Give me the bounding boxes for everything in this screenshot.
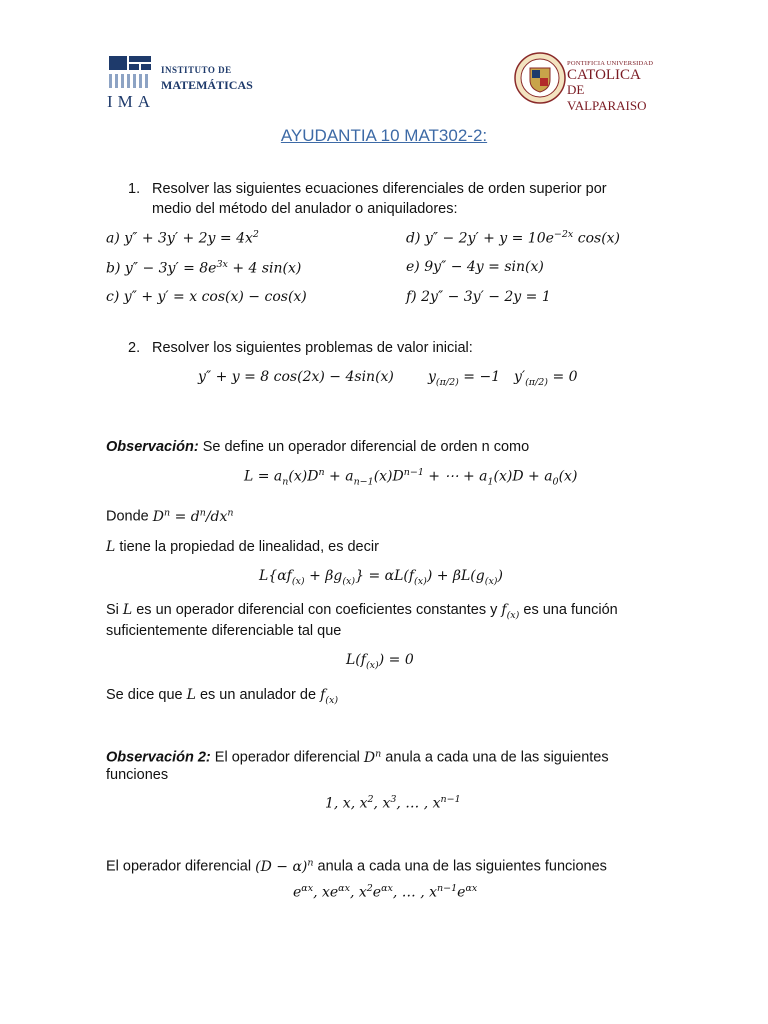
section2-number: 2. xyxy=(128,340,141,356)
operator-symbol-2: L xyxy=(122,602,133,618)
exponential-list: $e^{\alpha x}$, $xe^{\alpha x}$, $x^2e^{\alpha x}$, … , $x^{n-1}e^{\alpha x}$ xyxy=(293,883,478,901)
ivp-equation: y″ + y = 8 cos(2x) − 4sin(x) xyxy=(198,369,394,385)
obs2-line2: funciones xyxy=(106,767,169,783)
d-minus-alpha: $(D - \alpha)^n$ xyxy=(255,857,314,875)
dn-symbol: $D^n$ xyxy=(363,748,382,766)
equation-b: b) $y'' - 3y' = 8e^{3x} + 4$ sin(x) xyxy=(106,259,302,277)
linealidad-line xyxy=(106,537,379,557)
obs1-paragraph xyxy=(106,437,529,457)
obs2-label: Observación 2: xyxy=(106,749,211,766)
pucv-line2: CATOLICA xyxy=(567,67,641,83)
operator-symbol-3: L xyxy=(186,687,196,703)
obs2-line3 xyxy=(106,853,607,877)
donde-line xyxy=(106,503,234,527)
se-dice-a: Se dice que xyxy=(106,687,187,703)
page-title: AYUDANTIA 10 MAT302-2: xyxy=(280,126,488,145)
obs1-label: Observación: xyxy=(106,439,199,455)
pucv-line1: PONTIFICIA UNIVERSIDAD xyxy=(567,60,654,67)
obs2-line3-b: anula a cada una de las siguientes funciones xyxy=(313,858,607,875)
si-line2: suficientemente diferenciable tal que xyxy=(106,623,342,639)
obs2-line3-a: El operador diferencial xyxy=(106,858,256,875)
section1-number: 1. xyxy=(128,181,141,197)
equation-d: d) $y'' - 2y' + y = 10e^{-2x}$ cos(x) xyxy=(406,229,621,247)
ima-name-line2: MATEMÁTICAS xyxy=(161,78,253,92)
ima-building-icon xyxy=(107,52,153,92)
si-b: es un operador diferencial con coeficientes constantes y xyxy=(132,602,502,618)
pucv-logo xyxy=(514,52,664,113)
operator-definition: $L = a_n(x)D^n + a_{n-1}(x)D^{n-1}$ + ⋯ + $a_1(x)D + a_0(x)$ xyxy=(244,467,578,488)
obs2-text-b: anula a cada una de las siguientes xyxy=(381,749,609,766)
annihilator-equation: $L(f_{(x)}) = 0$ xyxy=(346,652,414,671)
linearity-equation: $L\{\alpha f_{(x)} + \beta g_{(x)}\} = \alpha L(f_{(x)}) + \beta L(g_{(x)})$ xyxy=(259,568,503,587)
donde-label: Donde xyxy=(106,508,149,525)
obs1-text: Se define un operador diferencial de orden n como xyxy=(198,439,530,455)
operator-symbol: L xyxy=(106,539,116,555)
section2-text: Resolver los siguientes problemas de valor inicial: xyxy=(152,340,473,356)
dn-definition: $D^n = d^n/dx^n$ xyxy=(152,507,234,525)
linealidad-text: tiene la propiedad de linealidad, es decir xyxy=(115,539,379,555)
function-symbol-2: $f_{(x)}$ xyxy=(320,687,339,706)
pucv-line3: DE VALPARAISO xyxy=(567,82,647,113)
equation-f: f) 2y″ − 3y′ − 2y = 1 xyxy=(406,289,551,305)
polynomial-list: 1, x, $x^2$, $x^3$, … , $x^{n-1}$ xyxy=(325,794,461,812)
ima-acronym: IMA xyxy=(107,92,156,111)
ima-name-line1: INSTITUTO DE xyxy=(161,65,232,75)
si-a: Si xyxy=(106,602,123,618)
section1-line1: Resolver las siguientes ecuaciones diferenciales de orden superior por xyxy=(152,181,607,197)
ima-logo xyxy=(107,52,253,111)
ivp-condition-1: $y_{(\pi/2)} = -1$ xyxy=(428,369,501,388)
se-dice-b: es un anulador de xyxy=(195,687,321,703)
section1-line2: medio del método del anulador o aniquiladores: xyxy=(152,201,458,217)
obs2-text-a: El operador diferencial xyxy=(210,749,364,766)
equation-a: a) $y'' + 3y' + 2y = 4x^2$ xyxy=(106,229,259,247)
obs2-paragraph xyxy=(106,744,609,768)
equation-c: c) y″ + y′ = x cos(x) − cos(x) xyxy=(106,289,307,305)
se-dice-line xyxy=(106,685,338,711)
function-symbol: $f_{(x)}$ xyxy=(501,602,520,621)
equation-e: e) 9y″ − 4y = sin(x) xyxy=(406,259,544,275)
university-seal-icon xyxy=(514,52,566,104)
ivp-condition-2: $y'_{(\pi/2)} = 0$ xyxy=(514,369,578,388)
si-c: es una función xyxy=(519,602,618,618)
